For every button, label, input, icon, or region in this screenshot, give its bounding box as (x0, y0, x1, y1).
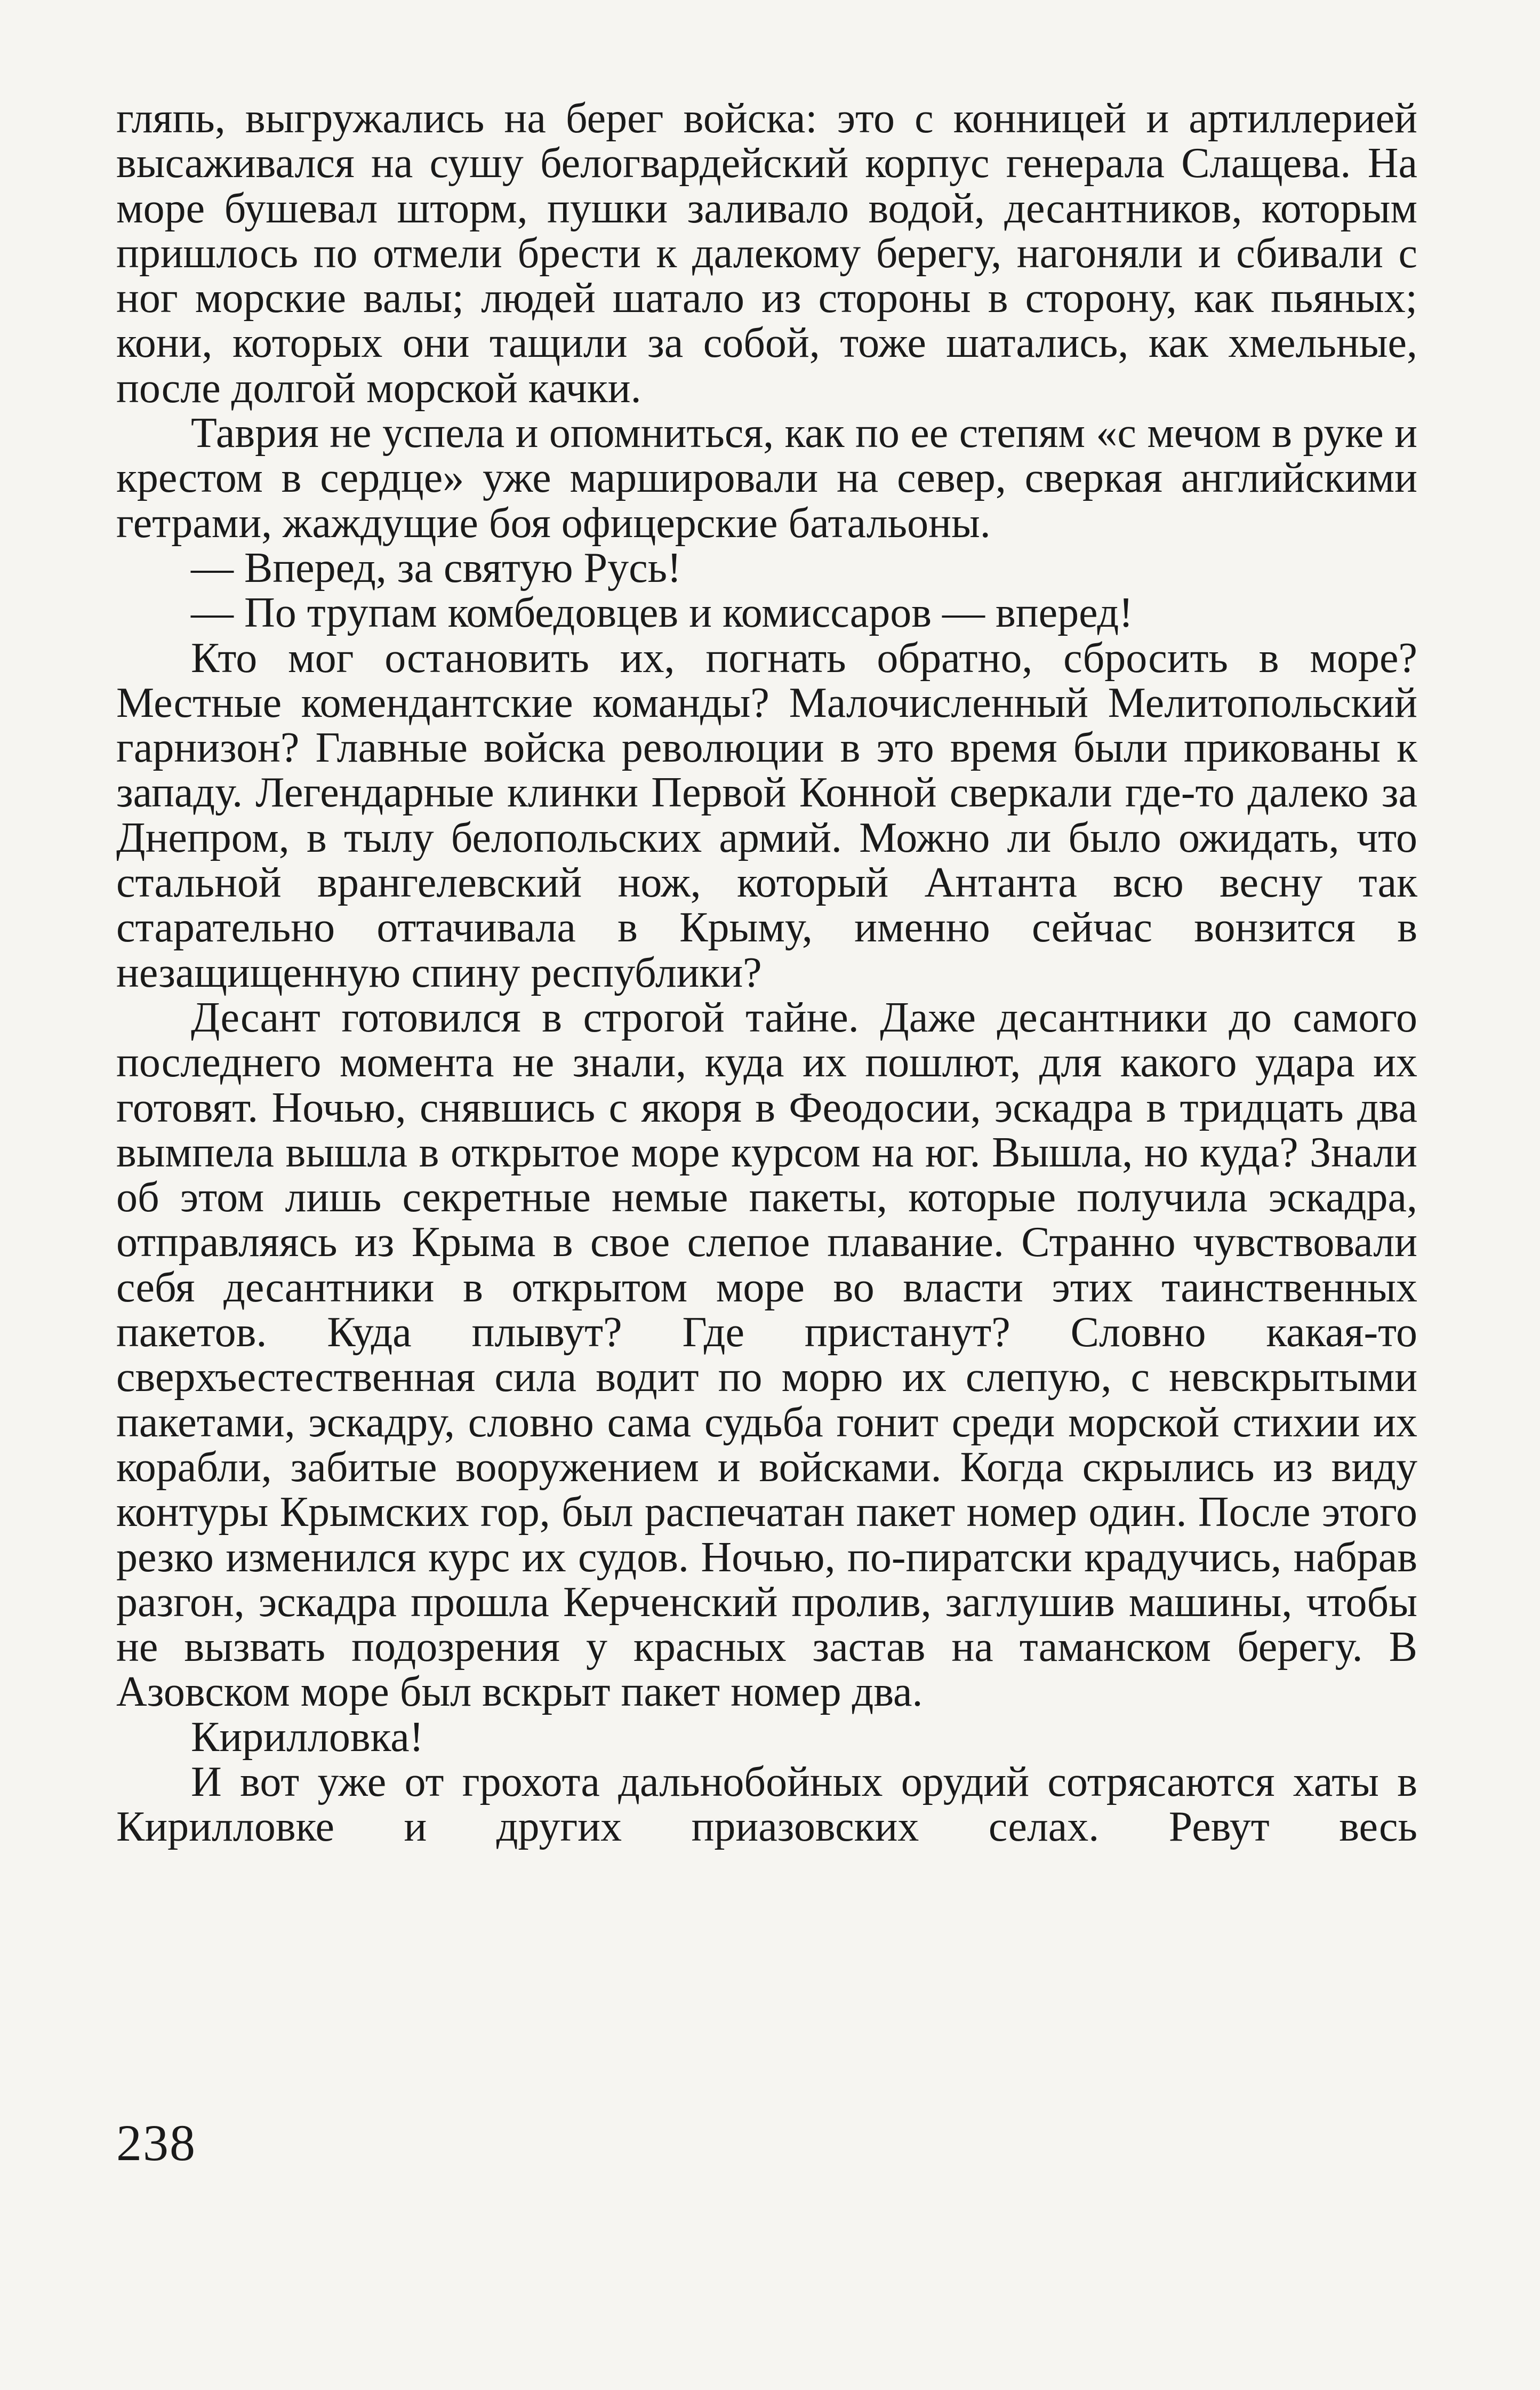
paragraph-8: И вот уже от грохота дальнобойных орудий сотрясаются хаты в Кирилловке и других приазовских селах. Ревут весь (116, 1758, 1417, 1851)
paragraph-5: Кто мог остановить их, погнать обратно, сбросить в море? Местные комендантские команды? Малочисленный Мелитопольский гарнизон? Главные войска революции в это время были прикованы к западу. Легендарные клинки Первой Конной сверкали где-то далеко за Днепром, в тылу белопольских армий. Можно ли было ожидать, что стальной врангелевский нож, который Антанта всю весну так старательно оттачивала в Крыму, именно сейчас вонзится в незащищенную спину республики? (116, 634, 1417, 996)
paragraph-1: гляпь, выгружались на берег войска: это с конницей и артиллерией высаживался на сушу белогвардейский корпус генерала Слащева. На море бушевал шторм, пушки заливало водой, десантников, которым пришлось по отмели брести к далекому берегу, нагоняли и сбивали с ног морские валы; людей шатало из стороны в сторону, как пьяных; кони, которых они тащили за собой, тоже шатались, как хмельные, после долгой морской качки. (116, 95, 1417, 412)
body-text (116, 96, 1417, 1850)
paragraph-3: — Вперед, за святую Русь! (191, 544, 681, 591)
paragraph-2: Таврия не успела и опомниться, как по ее степям «с мечом в руке и крестом в сердце» уже маршировали на север, сверкая английскими гетрами, жаждущие боя офицерские батальоны. (116, 410, 1417, 547)
book-page (116, 96, 1417, 2309)
paragraph-7: Кирилловка! (191, 1713, 424, 1761)
paragraph-4: — По трупам комбедовцев и комиссаров — вперед! (191, 589, 1133, 637)
paragraph-6: Десант готовился в строгой тайне. Даже десантники до самого последнего момента не знали, куда их пошлют, для какого удара их готовят. Ночью, снявшись с якоря в Феодосии, эскадра в тридцать два вымпела вышла в открытое море курсом на юг. Вышла, но куда? Знали об этом лишь секретные немые пакеты, которые получила эскадра, отправляясь из Крыма в свое слепое плавание. Странно чувствовали себя десантники в открытом море во власти этих таинственных пакетов. Куда плывут? Где пристанут? Словно какая-то сверхъестественная сила водит по морю их слепую, с невскрытыми пакетами, эскадру, словно сама судьба гонит среди морской стихии их корабли, забитые вооружением и войсками. Когда скрылись из виду контуры Крымских гор, был распечатан пакет номер один. После этого резко изменился курс их судов. Ночью, по-пиратски крадучись, набрав разгон, эскадра прошла Керченский пролив, заглушив машины, чтобы не вызвать подозрения у красных застав на таманском берегу. В Азовском море был вскрыт пакет номер два. (116, 994, 1417, 1716)
page-number: 238 (116, 2114, 196, 2171)
